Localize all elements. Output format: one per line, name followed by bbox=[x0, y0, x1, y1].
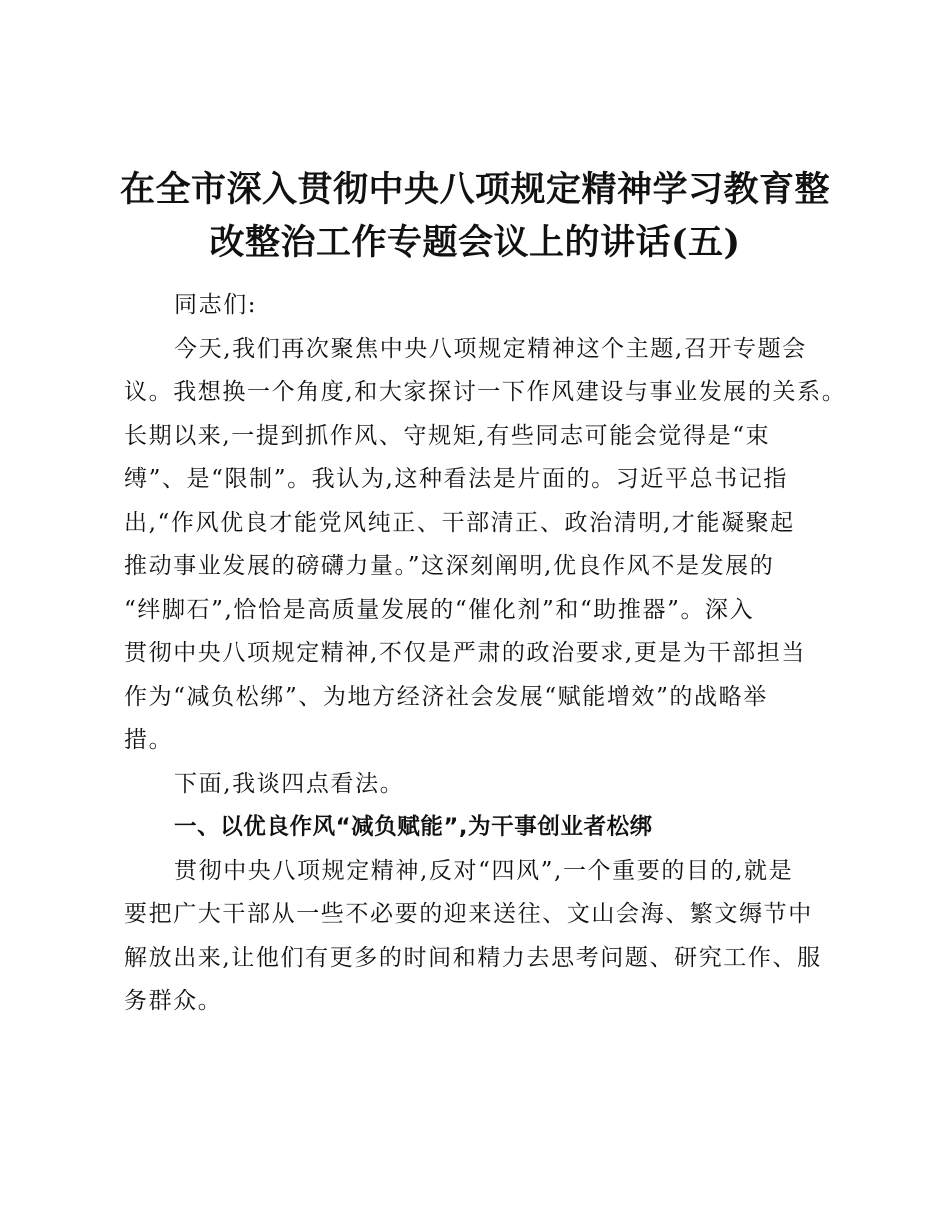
document-body bbox=[124, 284, 847, 1024]
paragraph-1-line-1: 今天,我们再次聚焦中央八项规定精神这个主题,召开专题会 bbox=[174, 335, 807, 362]
paragraph-1-line-10: 措。 bbox=[124, 727, 174, 753]
salutation bbox=[124, 284, 836, 328]
document-title bbox=[110, 163, 840, 269]
paragraph-3 bbox=[124, 850, 836, 1024]
salutation-text: 同志们: bbox=[174, 292, 258, 318]
paragraph-1-line-3: 长期以来,一提到抓作风、守规矩,有些同志可能会觉得是“束 bbox=[124, 422, 771, 449]
paragraph-1-line-9: 作为“减负松绑”、为地方经济社会发展“赋能增效”的战略举 bbox=[124, 683, 768, 710]
title-line-1: 在全市深入贯彻中央八项规定精神学习教育整 bbox=[119, 169, 830, 210]
paragraph-1-line-4: 缚”、是“限制”。我认为,这种看法是片面的。习近平总书记指 bbox=[124, 466, 788, 492]
paragraph-3-line-4: 务群众。 bbox=[124, 988, 223, 1014]
paragraph-3-line-2: 要把广大干部从一些不必要的迎来送往、文山会海、繁文缛节中 bbox=[124, 901, 813, 927]
title-line-2: 改整治工作专题会议上的讲话(五) bbox=[209, 222, 741, 263]
paragraph-1-line-8: 贯彻中央八项规定精神,不仅是严肃的政治要求,更是为干部担当 bbox=[124, 640, 807, 666]
section-heading-1: 一、以优良作风“减负赋能”,为干事创业者松绑 bbox=[174, 814, 653, 840]
paragraph-1-line-6: 推动事业发展的磅礴力量。”这深刻阐明,优良作风不是发展的 bbox=[124, 553, 775, 579]
paragraph-1-line-2: 议。我想换一个角度,和大家探讨一下作风建设与事业发展的关系。 bbox=[124, 379, 847, 405]
paragraph-1 bbox=[124, 328, 847, 763]
paragraph-2-text: 下面,我谈四点看法。 bbox=[174, 770, 405, 797]
paragraph-1-line-5: 出,“作风优良才能党风纯正、干部清正、政治清明,才能凝聚起 bbox=[124, 509, 795, 536]
paragraph-1-line-7: “绊脚石”,恰恰是高质量发展的“催化剂”和“助推器”。深入 bbox=[124, 596, 755, 623]
paragraph-3-line-3: 解放出来,让他们有更多的时间和精力去思考问题、研究工作、服 bbox=[124, 944, 822, 971]
paragraph-3-line-1: 贯彻中央八项规定精神,反对“四风”,一个重要的目的,就是 bbox=[174, 857, 794, 884]
paragraph-2 bbox=[124, 763, 836, 807]
